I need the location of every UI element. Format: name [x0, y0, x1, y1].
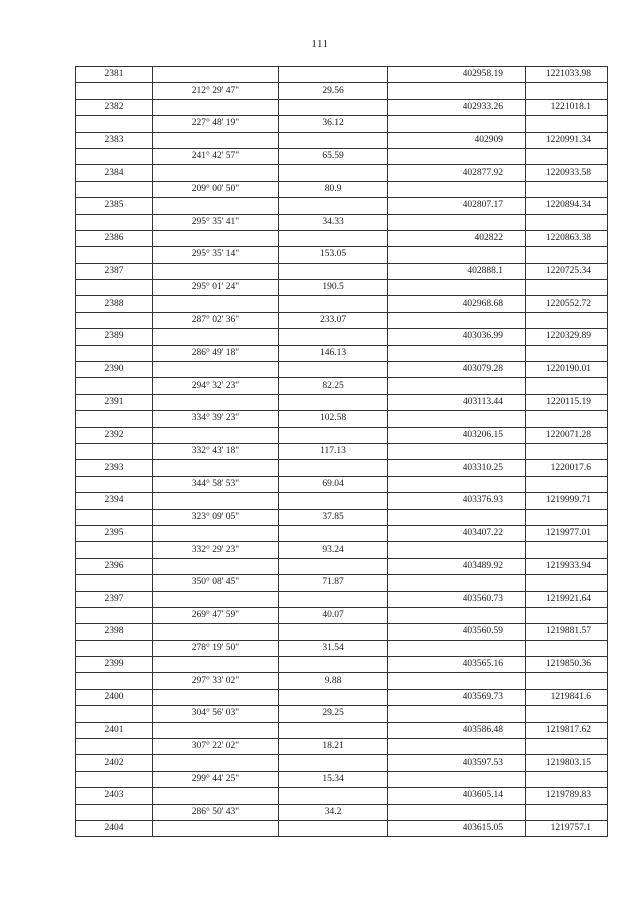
- y-coordinate-cell: 1220933.58: [526, 165, 608, 181]
- point-id-cell: 2401: [76, 722, 153, 738]
- point-id-cell: 2382: [76, 99, 153, 115]
- bearing-cell: [153, 230, 279, 246]
- point-id-cell: [76, 181, 153, 197]
- point-row: [76, 755, 608, 771]
- segment-row: [76, 509, 608, 525]
- point-row: [76, 788, 608, 804]
- y-coordinate-cell: 1220725.34: [526, 263, 608, 279]
- point-id-cell: [76, 804, 153, 820]
- y-coordinate-cell: 1219881.57: [526, 624, 608, 640]
- x-coordinate-cell: [388, 148, 526, 164]
- bearing-cell: [153, 198, 279, 214]
- distance-cell: [279, 591, 388, 607]
- y-coordinate-cell: 1221033.98: [526, 67, 608, 83]
- x-coordinate-cell: [388, 771, 526, 787]
- x-coordinate-cell: [388, 476, 526, 492]
- y-coordinate-cell: 1219803.15: [526, 755, 608, 771]
- distance-cell: [279, 198, 388, 214]
- point-id-cell: [76, 706, 153, 722]
- x-coordinate-cell: [388, 116, 526, 132]
- distance-cell: 37.85: [279, 509, 388, 525]
- point-row: [76, 427, 608, 443]
- point-row: [76, 99, 608, 115]
- y-coordinate-cell: [526, 247, 608, 263]
- x-coordinate-cell: [388, 640, 526, 656]
- distance-cell: 190.5: [279, 280, 388, 296]
- y-coordinate-cell: 1220863.38: [526, 230, 608, 246]
- distance-cell: [279, 132, 388, 148]
- point-id-cell: [76, 312, 153, 328]
- y-coordinate-cell: 1219789.83: [526, 788, 608, 804]
- x-coordinate-cell: 402888.1: [388, 263, 526, 279]
- point-id-cell: [76, 673, 153, 689]
- bearing-cell: 212° 29' 47": [153, 83, 279, 99]
- bearing-cell: 295° 35' 14": [153, 247, 279, 263]
- y-coordinate-cell: 1220190.01: [526, 362, 608, 378]
- bearing-cell: [153, 132, 279, 148]
- point-row: [76, 624, 608, 640]
- distance-cell: 93.24: [279, 542, 388, 558]
- distance-cell: [279, 362, 388, 378]
- point-id-cell: 2400: [76, 689, 153, 705]
- distance-cell: [279, 493, 388, 509]
- bearing-cell: 344° 58' 53": [153, 476, 279, 492]
- y-coordinate-cell: 1220991.34: [526, 132, 608, 148]
- distance-cell: 29.56: [279, 83, 388, 99]
- point-id-cell: 2394: [76, 493, 153, 509]
- x-coordinate-cell: 402822: [388, 230, 526, 246]
- point-row: [76, 591, 608, 607]
- bearing-cell: [153, 296, 279, 312]
- x-coordinate-cell: 403310.25: [388, 460, 526, 476]
- segment-row: [76, 345, 608, 361]
- x-coordinate-cell: 402968.68: [388, 296, 526, 312]
- bearing-cell: [153, 460, 279, 476]
- y-coordinate-cell: [526, 312, 608, 328]
- segment-row: [76, 476, 608, 492]
- distance-cell: 40.07: [279, 607, 388, 623]
- point-id-cell: [76, 739, 153, 755]
- bearing-cell: 334° 39' 23": [153, 411, 279, 427]
- bearing-cell: 307° 22' 02": [153, 739, 279, 755]
- bearing-cell: 286° 50' 43": [153, 804, 279, 820]
- distance-cell: [279, 165, 388, 181]
- point-id-cell: [76, 280, 153, 296]
- x-coordinate-cell: [388, 83, 526, 99]
- point-id-cell: 2389: [76, 329, 153, 345]
- point-row: [76, 230, 608, 246]
- x-coordinate-cell: [388, 214, 526, 230]
- bearing-cell: 269° 47' 59": [153, 607, 279, 623]
- y-coordinate-cell: 1219977.01: [526, 525, 608, 541]
- y-coordinate-cell: 1219999.71: [526, 493, 608, 509]
- x-coordinate-cell: 403605.14: [388, 788, 526, 804]
- x-coordinate-cell: 403560.73: [388, 591, 526, 607]
- segment-row: [76, 607, 608, 623]
- bearing-cell: [153, 165, 279, 181]
- x-coordinate-cell: [388, 706, 526, 722]
- bearing-cell: 332° 29' 23": [153, 542, 279, 558]
- bearing-cell: [153, 689, 279, 705]
- y-coordinate-cell: 1219757.1: [526, 820, 608, 836]
- point-id-cell: [76, 443, 153, 459]
- y-coordinate-cell: [526, 804, 608, 820]
- y-coordinate-cell: 1219817.62: [526, 722, 608, 738]
- point-row: [76, 362, 608, 378]
- y-coordinate-cell: 1219841.6: [526, 689, 608, 705]
- point-id-cell: [76, 542, 153, 558]
- point-id-cell: 2392: [76, 427, 153, 443]
- y-coordinate-cell: [526, 706, 608, 722]
- x-coordinate-cell: [388, 575, 526, 591]
- bearing-cell: [153, 525, 279, 541]
- point-id-cell: 2399: [76, 657, 153, 673]
- distance-cell: [279, 394, 388, 410]
- bearing-cell: 304° 56' 03": [153, 706, 279, 722]
- y-coordinate-cell: [526, 181, 608, 197]
- y-coordinate-cell: [526, 607, 608, 623]
- y-coordinate-cell: [526, 148, 608, 164]
- x-coordinate-cell: [388, 509, 526, 525]
- segment-row: [76, 378, 608, 394]
- bearing-cell: [153, 657, 279, 673]
- y-coordinate-cell: 1220071.28: [526, 427, 608, 443]
- distance-cell: [279, 820, 388, 836]
- x-coordinate-cell: 403376.93: [388, 493, 526, 509]
- bearing-cell: 209° 00' 50": [153, 181, 279, 197]
- segment-row: [76, 214, 608, 230]
- bearing-cell: [153, 722, 279, 738]
- y-coordinate-cell: [526, 280, 608, 296]
- point-id-cell: 2393: [76, 460, 153, 476]
- segment-row: [76, 312, 608, 328]
- distance-cell: 15.34: [279, 771, 388, 787]
- y-coordinate-cell: 1220115.19: [526, 394, 608, 410]
- distance-cell: [279, 99, 388, 115]
- point-id-cell: 2404: [76, 820, 153, 836]
- bearing-cell: 287° 02' 36": [153, 312, 279, 328]
- x-coordinate-cell: 403565.16: [388, 657, 526, 673]
- x-coordinate-cell: 403206.15: [388, 427, 526, 443]
- point-id-cell: [76, 345, 153, 361]
- distance-cell: [279, 558, 388, 574]
- x-coordinate-cell: [388, 443, 526, 459]
- segment-row: [76, 280, 608, 296]
- point-row: [76, 689, 608, 705]
- y-coordinate-cell: [526, 771, 608, 787]
- bearing-cell: 227° 48' 19": [153, 116, 279, 132]
- bearing-cell: 295° 01' 24": [153, 280, 279, 296]
- page-number: 111: [311, 38, 329, 50]
- point-id-cell: [76, 607, 153, 623]
- bearing-cell: 323° 09' 05": [153, 509, 279, 525]
- point-id-cell: 2395: [76, 525, 153, 541]
- y-coordinate-cell: [526, 575, 608, 591]
- segment-row: [76, 542, 608, 558]
- bearing-cell: 350° 08' 45": [153, 575, 279, 591]
- bearing-cell: 278° 19' 50": [153, 640, 279, 656]
- x-coordinate-cell: 403615.05: [388, 820, 526, 836]
- distance-cell: [279, 788, 388, 804]
- y-coordinate-cell: 1219850.36: [526, 657, 608, 673]
- y-coordinate-cell: 1220017.6: [526, 460, 608, 476]
- point-id-cell: [76, 411, 153, 427]
- x-coordinate-cell: [388, 607, 526, 623]
- point-row: [76, 493, 608, 509]
- y-coordinate-cell: [526, 83, 608, 99]
- point-id-cell: 2384: [76, 165, 153, 181]
- point-row: [76, 165, 608, 181]
- y-coordinate-cell: [526, 378, 608, 394]
- distance-cell: 153.05: [279, 247, 388, 263]
- x-coordinate-cell: [388, 411, 526, 427]
- point-id-cell: [76, 148, 153, 164]
- point-id-cell: [76, 214, 153, 230]
- segment-row: [76, 640, 608, 656]
- point-id-cell: 2387: [76, 263, 153, 279]
- distance-cell: 82.25: [279, 378, 388, 394]
- distance-cell: [279, 460, 388, 476]
- point-id-cell: 2381: [76, 67, 153, 83]
- x-coordinate-cell: 403489.92: [388, 558, 526, 574]
- y-coordinate-cell: 1219933.94: [526, 558, 608, 574]
- bearing-cell: [153, 394, 279, 410]
- bearing-cell: [153, 362, 279, 378]
- point-row: [76, 263, 608, 279]
- bearing-cell: [153, 493, 279, 509]
- segment-row: [76, 443, 608, 459]
- segment-row: [76, 673, 608, 689]
- point-row: [76, 722, 608, 738]
- distance-cell: [279, 296, 388, 312]
- x-coordinate-cell: 402807.17: [388, 198, 526, 214]
- bearing-cell: [153, 788, 279, 804]
- x-coordinate-cell: 403569.73: [388, 689, 526, 705]
- y-coordinate-cell: 1220894.34: [526, 198, 608, 214]
- point-row: [76, 460, 608, 476]
- segment-row: [76, 181, 608, 197]
- distance-cell: [279, 525, 388, 541]
- x-coordinate-cell: 403407.22: [388, 525, 526, 541]
- distance-cell: 117.13: [279, 443, 388, 459]
- bearing-cell: 286° 49' 18": [153, 345, 279, 361]
- distance-cell: 146.13: [279, 345, 388, 361]
- segment-row: [76, 83, 608, 99]
- x-coordinate-cell: [388, 312, 526, 328]
- point-id-cell: 2385: [76, 198, 153, 214]
- point-id-cell: [76, 247, 153, 263]
- x-coordinate-cell: 402909: [388, 132, 526, 148]
- point-id-cell: [76, 771, 153, 787]
- point-row: [76, 329, 608, 345]
- distance-cell: 18.21: [279, 739, 388, 755]
- point-row: [76, 657, 608, 673]
- distance-cell: [279, 427, 388, 443]
- distance-cell: 71.87: [279, 575, 388, 591]
- point-row: [76, 198, 608, 214]
- bearing-cell: 297° 33' 02": [153, 673, 279, 689]
- point-row: [76, 296, 608, 312]
- point-id-cell: 2386: [76, 230, 153, 246]
- segment-row: [76, 771, 608, 787]
- bearing-cell: 332° 43' 18": [153, 443, 279, 459]
- bearing-cell: [153, 99, 279, 115]
- x-coordinate-cell: 403036.99: [388, 329, 526, 345]
- distance-cell: 36.12: [279, 116, 388, 132]
- bearing-cell: [153, 820, 279, 836]
- x-coordinate-cell: [388, 739, 526, 755]
- distance-cell: 233.07: [279, 312, 388, 328]
- bearing-cell: [153, 329, 279, 345]
- segment-row: [76, 411, 608, 427]
- bearing-cell: [153, 263, 279, 279]
- distance-cell: [279, 722, 388, 738]
- y-coordinate-cell: [526, 509, 608, 525]
- bearing-cell: [153, 427, 279, 443]
- point-id-cell: [76, 83, 153, 99]
- distance-cell: [279, 657, 388, 673]
- y-coordinate-cell: [526, 673, 608, 689]
- x-coordinate-cell: 403597.53: [388, 755, 526, 771]
- bearing-cell: 241° 42' 57": [153, 148, 279, 164]
- coordinate-table: [75, 66, 608, 837]
- point-id-cell: 2402: [76, 755, 153, 771]
- x-coordinate-cell: [388, 181, 526, 197]
- distance-cell: [279, 67, 388, 83]
- y-coordinate-cell: [526, 640, 608, 656]
- x-coordinate-cell: [388, 280, 526, 296]
- distance-cell: [279, 755, 388, 771]
- point-id-cell: [76, 476, 153, 492]
- bearing-cell: [153, 624, 279, 640]
- distance-cell: 102.58: [279, 411, 388, 427]
- segment-row: [76, 148, 608, 164]
- distance-cell: [279, 624, 388, 640]
- segment-row: [76, 247, 608, 263]
- point-id-cell: 2391: [76, 394, 153, 410]
- point-id-cell: 2396: [76, 558, 153, 574]
- point-id-cell: 2397: [76, 591, 153, 607]
- y-coordinate-cell: [526, 542, 608, 558]
- point-id-cell: 2390: [76, 362, 153, 378]
- point-row: [76, 132, 608, 148]
- point-id-cell: 2403: [76, 788, 153, 804]
- point-id-cell: 2383: [76, 132, 153, 148]
- point-row: [76, 558, 608, 574]
- distance-cell: 31.54: [279, 640, 388, 656]
- distance-cell: [279, 329, 388, 345]
- x-coordinate-cell: 402933.26: [388, 99, 526, 115]
- point-id-cell: 2388: [76, 296, 153, 312]
- x-coordinate-cell: [388, 542, 526, 558]
- x-coordinate-cell: 402877.92: [388, 165, 526, 181]
- y-coordinate-cell: [526, 214, 608, 230]
- y-coordinate-cell: [526, 476, 608, 492]
- bearing-cell: [153, 67, 279, 83]
- y-coordinate-cell: [526, 345, 608, 361]
- y-coordinate-cell: 1220329.89: [526, 329, 608, 345]
- segment-row: [76, 706, 608, 722]
- point-row: [76, 525, 608, 541]
- bearing-cell: [153, 755, 279, 771]
- x-coordinate-cell: [388, 673, 526, 689]
- point-id-cell: [76, 509, 153, 525]
- segment-row: [76, 804, 608, 820]
- point-id-cell: [76, 575, 153, 591]
- y-coordinate-cell: [526, 443, 608, 459]
- x-coordinate-cell: [388, 345, 526, 361]
- point-row: [76, 394, 608, 410]
- bearing-cell: 299° 44' 25": [153, 771, 279, 787]
- x-coordinate-cell: [388, 804, 526, 820]
- point-id-cell: 2398: [76, 624, 153, 640]
- y-coordinate-cell: 1220552.72: [526, 296, 608, 312]
- y-coordinate-cell: 1221018.1: [526, 99, 608, 115]
- point-row: [76, 67, 608, 83]
- bearing-cell: [153, 591, 279, 607]
- point-id-cell: [76, 640, 153, 656]
- distance-cell: [279, 263, 388, 279]
- point-id-cell: [76, 378, 153, 394]
- distance-cell: 65.59: [279, 148, 388, 164]
- y-coordinate-cell: [526, 739, 608, 755]
- distance-cell: 29.25: [279, 706, 388, 722]
- x-coordinate-cell: 403113.44: [388, 394, 526, 410]
- point-row: [76, 820, 608, 836]
- x-coordinate-cell: 403560.59: [388, 624, 526, 640]
- bearing-cell: 295° 35' 41": [153, 214, 279, 230]
- distance-cell: [279, 230, 388, 246]
- point-id-cell: [76, 116, 153, 132]
- distance-cell: 9.88: [279, 673, 388, 689]
- coordinate-table-body: [76, 67, 608, 837]
- distance-cell: 80.9: [279, 181, 388, 197]
- distance-cell: 34.33: [279, 214, 388, 230]
- x-coordinate-cell: [388, 378, 526, 394]
- x-coordinate-cell: 403586.48: [388, 722, 526, 738]
- bearing-cell: [153, 558, 279, 574]
- y-coordinate-cell: 1219921.64: [526, 591, 608, 607]
- bearing-cell: 294° 32' 23": [153, 378, 279, 394]
- segment-row: [76, 575, 608, 591]
- x-coordinate-cell: 403079.28: [388, 362, 526, 378]
- segment-row: [76, 116, 608, 132]
- x-coordinate-cell: [388, 247, 526, 263]
- segment-row: [76, 739, 608, 755]
- y-coordinate-cell: [526, 116, 608, 132]
- x-coordinate-cell: 402958.19: [388, 67, 526, 83]
- distance-cell: 69.04: [279, 476, 388, 492]
- distance-cell: 34.2: [279, 804, 388, 820]
- distance-cell: [279, 689, 388, 705]
- y-coordinate-cell: [526, 411, 608, 427]
